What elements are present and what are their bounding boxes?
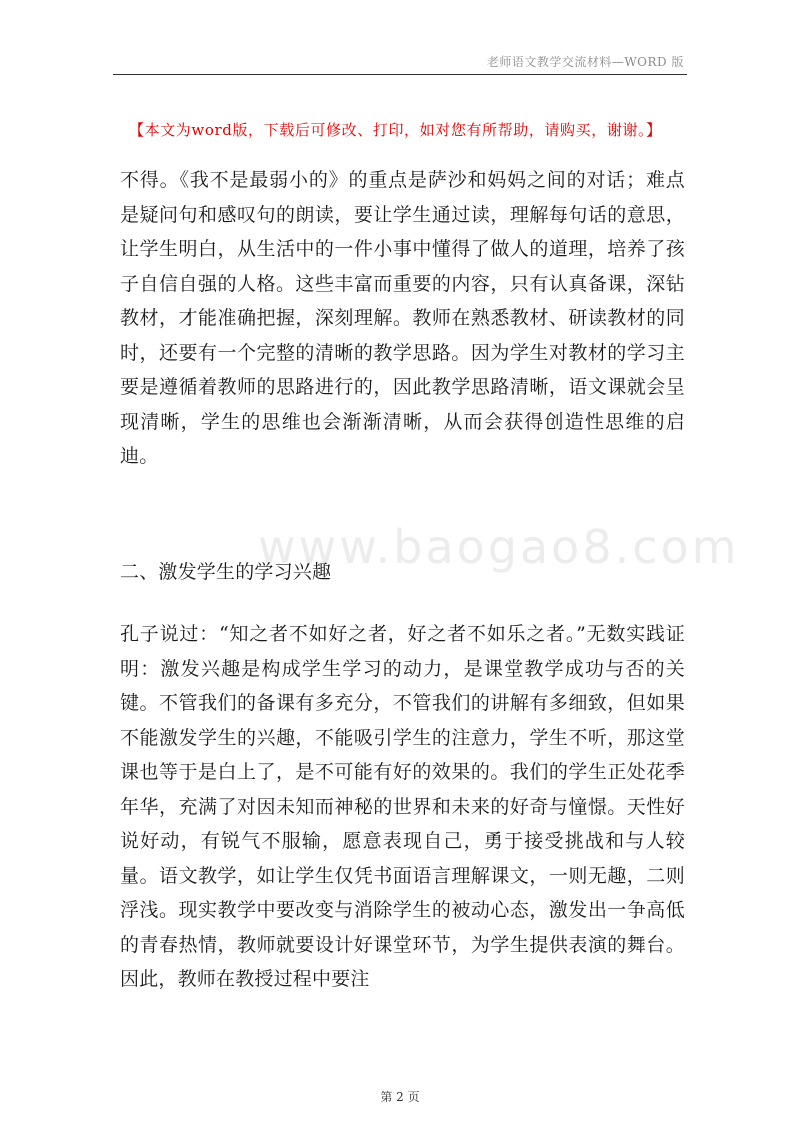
header-divider xyxy=(113,74,687,75)
page-number: 第 2 页 xyxy=(380,1090,420,1104)
section-heading-2: 二、激发学生的学习兴趣 xyxy=(120,561,332,583)
document-header-title: 老师语文教学交流材料—WORD 版 xyxy=(486,55,684,69)
body-paragraph-1: 不得。《我不是最弱小的》的重点是萨沙和妈妈之间的对话；难点是疑问句和感叹句的朗读，要让学生通过读，理解每句话的意思，让学生明白，从生活中的一件小事中懂得了做人的道理，培养了孩子自信自强的人格。这些丰富而重要的内容，只有认真备课，深钻教材，才能准确把握，深刻理解。教师在熟悉教材、研读教材的同时，还要有一个完整的清晰的教学思路。因为学生对教材的学习主要是遵循着教师的思路进行的，因此教学思路清晰，语文课就会呈现清晰，学生的思维也会渐渐清晰，从而会获得创造性思维的启迪。 xyxy=(120,169,685,467)
download-notice: 【本文为word版，下载后可修改、打印，如对您有所帮助，请购买，谢谢。】 xyxy=(129,121,662,139)
site-watermark: www.baogao8.com xyxy=(258,520,740,574)
body-paragraph-2: 孔子说过：“知之者不如好之者，好之者不如乐之者。”无数实践证明：激发兴趣是构成学生学习的动力，是课堂教学成功与否的关键。不管我们的备课有多充分，不管我们的讲解有多细致，但如果不能激发学生的兴趣，不能吸引学生的注意力，学生不听，那这堂课也等于是白上了，是不可能有好的效果的。我们的学生正处花季年华，充满了对因未知而神秘的世界和未来的好奇与憧憬。天性好说好动，有锐气不服输，愿意表现自己，勇于接受挑战和与人较量。语文教学，如让学生仅凭书面语言理解课文，一则无趣，二则浮浅。现实教学中要改变与消除学生的被动心态，激发出一争高低的青春热情，教师就要设计好课堂环节，为学生提供表演的舞台。因此，教师在教授过程中要注 xyxy=(120,623,685,990)
